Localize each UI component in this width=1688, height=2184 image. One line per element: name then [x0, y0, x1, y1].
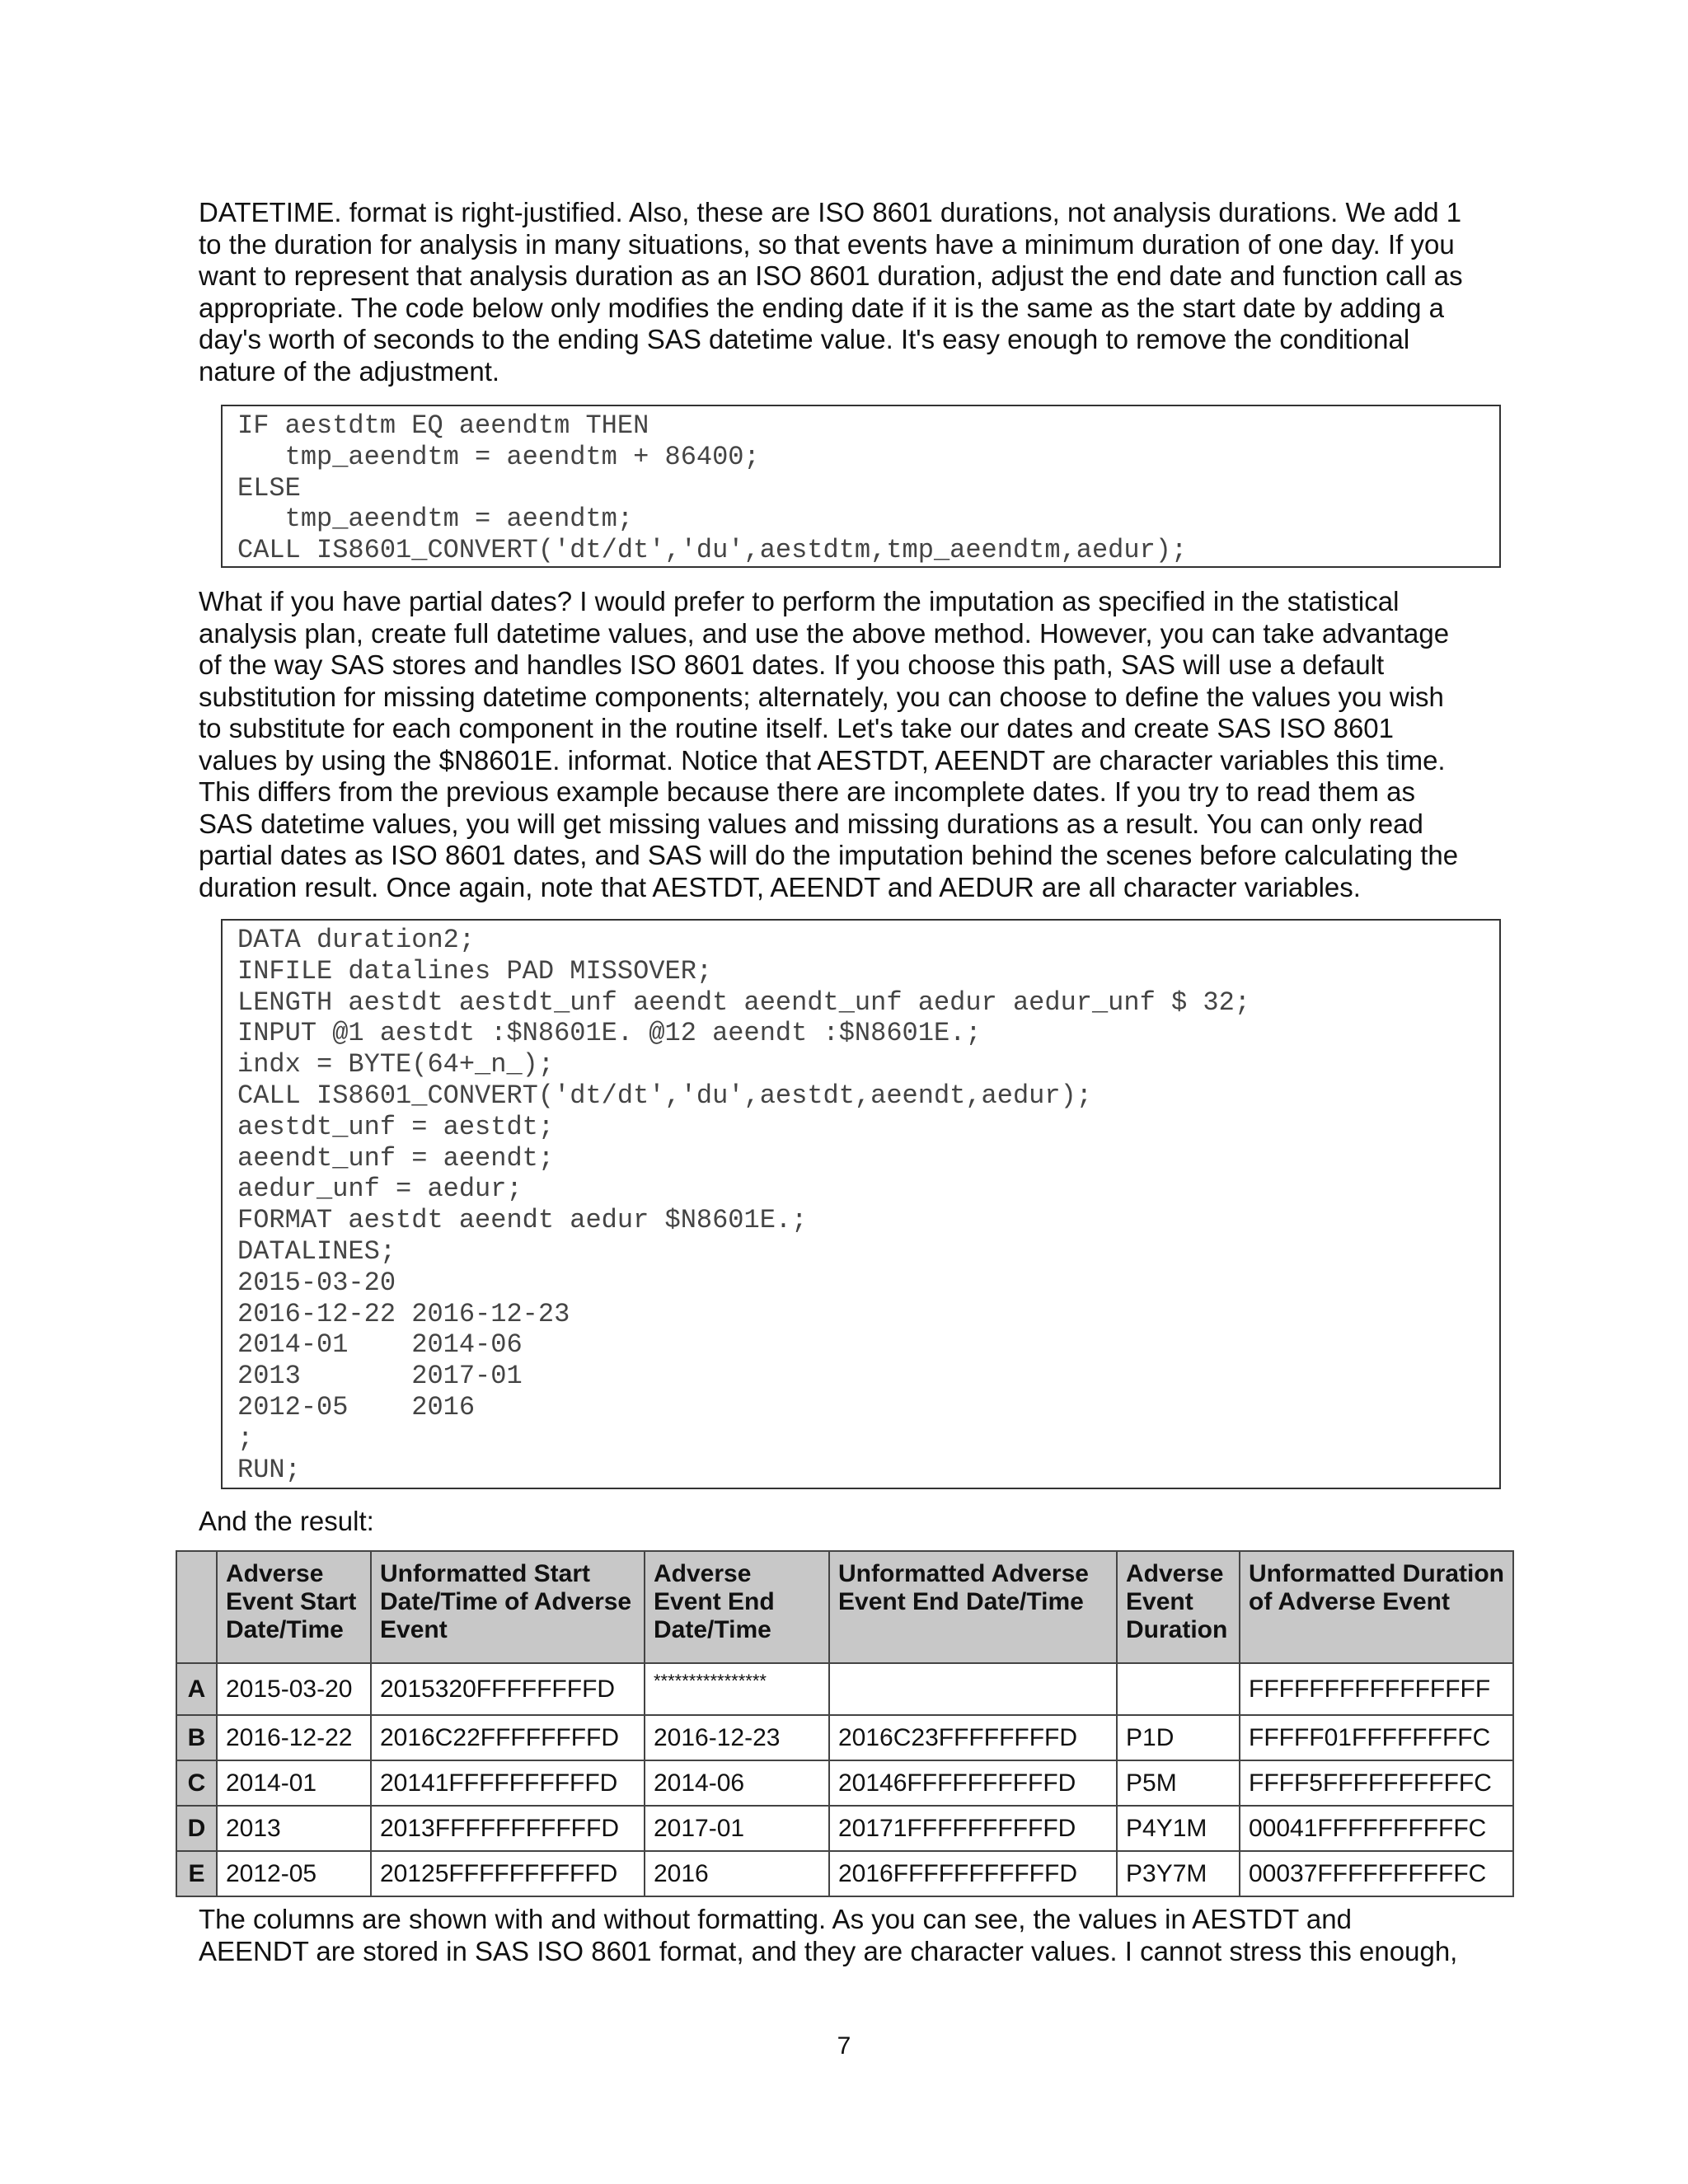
text-line: values by using the $N8601E. informat. Notice that AESTDT, AEENDT are character variables this time. — [199, 744, 1446, 776]
table-cell: 2016C23FFFFFFFFD — [829, 1715, 1117, 1760]
table-cell: P4Y1M — [1117, 1806, 1240, 1851]
table-cell: 20146FFFFFFFFFFD — [829, 1760, 1117, 1806]
code-line: tmp_aeendtm = aeendtm + 86400; — [237, 441, 760, 472]
code-block-duration2 — [221, 919, 1501, 1489]
text-line: And the result: — [199, 1506, 374, 1536]
text-line: duration result. Once again, note that AESTDT, AEENDT and AEDUR are all character variables. — [199, 871, 1361, 902]
table-row — [176, 1806, 1513, 1851]
row-label: D — [176, 1806, 217, 1851]
table-header-cell: Adverse Event Duration — [1117, 1551, 1240, 1663]
paragraph-columns-formatting — [199, 1904, 1493, 1967]
table-cell: 2014-01 — [217, 1760, 371, 1806]
table-cell: FFFFFFFFFFFFFFFF — [1240, 1663, 1513, 1715]
text-line: This differs from the previous example because there are incomplete dates. If you try to read them as — [199, 776, 1415, 807]
result-table — [176, 1550, 1514, 1897]
text-line: day's worth of seconds to the ending SAS datetime value. It's easy enough to remove the conditional — [199, 324, 1410, 354]
table-cell: 2015320FFFFFFFFD — [371, 1663, 645, 1715]
paragraph-partial-dates — [199, 586, 1493, 903]
code-line: FORMAT aestdt aeendt aedur $N8601E.; — [237, 1205, 808, 1236]
table-cell — [1117, 1663, 1240, 1715]
text-line: DATETIME. format is right-justified. Also, these are ISO 8601 durations, not analysis durations. We add 1 — [199, 197, 1462, 227]
table-header-cell: Adverse Event End Date/Time — [645, 1551, 829, 1663]
table-cell: **************** — [645, 1663, 829, 1715]
table-cell: 20141FFFFFFFFFFD — [371, 1760, 645, 1806]
table-cell: FFFF5FFFFFFFFFFC — [1240, 1760, 1513, 1806]
table-cell: 2016-12-22 — [217, 1715, 371, 1760]
text-line: nature of the adjustment. — [199, 355, 500, 387]
code-line: INPUT @1 aestdt :$N8601E. @12 aeendt :$N8601E.; — [237, 1018, 982, 1049]
table-header-cell: Adverse Event Start Date/Time — [217, 1551, 371, 1663]
table-row — [176, 1851, 1513, 1896]
table-cell: 2013 — [217, 1806, 371, 1851]
table-cell: 20171FFFFFFFFFFD — [829, 1806, 1117, 1851]
row-label: C — [176, 1760, 217, 1806]
code-line: CALL IS8601_CONVERT('dt/dt','du',aestdtm,tmp_aeendtm,aedur); — [237, 535, 1188, 566]
table-cell: P5M — [1117, 1760, 1240, 1806]
code-line: aeendt_unf = aeendt; — [237, 1142, 555, 1174]
table-cell — [829, 1663, 1117, 1715]
table-cell: 2016 — [645, 1851, 829, 1896]
code-line: aedur_unf = aedur; — [237, 1174, 523, 1205]
code-line: DATALINES; — [237, 1235, 396, 1267]
text-line: want to represent that analysis duration as an ISO 8601 duration, adjust the end date and function call as — [199, 260, 1463, 291]
table-cell: P3Y7M — [1117, 1851, 1240, 1896]
table-header-cell: Unformatted Start Date/Time of Adverse Event — [371, 1551, 645, 1663]
code-line: LENGTH aestdt aestdt_unf aeendt aeendt_unf aedur aedur_unf $ 32; — [237, 987, 1250, 1018]
page-number: 7 — [837, 2032, 851, 2060]
text-line: appropriate. The code below only modifies the ending date if it is the same as the start date by adding a — [199, 292, 1444, 323]
code-line: IF aestdtm EQ aeendtm THEN — [237, 410, 649, 441]
table-cell: 2013FFFFFFFFFFFD — [371, 1806, 645, 1851]
text-line: of the way SAS stores and handles ISO 8601 dates. If you choose this path, SAS will use a default — [199, 649, 1385, 680]
code-line: 2015-03-20 — [237, 1267, 396, 1298]
table-cell: 2012-05 — [217, 1851, 371, 1896]
table-cell: 2016C22FFFFFFFFD — [371, 1715, 645, 1760]
table-cell: P1D — [1117, 1715, 1240, 1760]
table-header-row — [176, 1551, 1513, 1663]
table-cell: 2016FFFFFFFFFFFD — [829, 1851, 1117, 1896]
code-line: aestdt_unf = aestdt; — [237, 1111, 555, 1142]
text-line: What if you have partial dates? I would prefer to perform the imputation as specified in the statistical — [199, 586, 1400, 616]
code-line: ; — [237, 1422, 254, 1454]
table-header-cell: Unformatted Duration of Adverse Event — [1240, 1551, 1513, 1663]
table-cell: 2014-06 — [645, 1760, 829, 1806]
text-line: AEENDT are stored in SAS ISO 8601 format, and they are character values. I cannot stress this enough, — [199, 1935, 1458, 1966]
table-header-cell — [176, 1551, 217, 1663]
code-line: ELSE — [237, 472, 301, 504]
code-line: tmp_aeendtm = aeendtm; — [237, 504, 634, 535]
table-cell: 2017-01 — [645, 1806, 829, 1851]
text-line: analysis plan, create full datetime values, and use the above method. However, you can take advantage — [199, 617, 1450, 649]
row-label: B — [176, 1715, 217, 1760]
code-line: 2013 2017-01 — [237, 1361, 523, 1392]
row-label: E — [176, 1851, 217, 1896]
code-line: 2016-12-22 2016-12-23 — [237, 1298, 570, 1329]
table-cell: FFFFF01FFFFFFFFC — [1240, 1715, 1513, 1760]
table-cell: 2016-12-23 — [645, 1715, 829, 1760]
code-line: CALL IS8601_CONVERT('dt/dt','du',aestdt,aeendt,aedur); — [237, 1080, 1092, 1111]
table-row — [176, 1715, 1513, 1760]
table-cell: 20125FFFFFFFFFFD — [371, 1851, 645, 1896]
table-cell: 00037FFFFFFFFFFC — [1240, 1851, 1513, 1896]
paragraph-datetime-format — [199, 197, 1493, 387]
table-header-cell: Unformatted Adverse Event End Date/Time — [829, 1551, 1117, 1663]
table-row — [176, 1663, 1513, 1715]
table-cell: 00041FFFFFFFFFFC — [1240, 1806, 1513, 1851]
paragraph-result-intro — [199, 1506, 1493, 1538]
row-label: A — [176, 1663, 217, 1715]
code-line: 2014-01 2014-06 — [237, 1329, 523, 1361]
code-line: indx = BYTE(64+_n_); — [237, 1049, 555, 1080]
text-line: substitution for missing datetime components; alternately, you can choose to define the values you wish — [199, 681, 1444, 712]
text-line: to the duration for analysis in many situations, so that events have a minimum duration of one day. If you — [199, 228, 1455, 260]
text-line: SAS datetime values, you will get missing values and missing durations as a result. You can only read — [199, 808, 1423, 839]
code-line: 2012-05 2016 — [237, 1391, 476, 1422]
table-row — [176, 1760, 1513, 1806]
table-cell: 2015-03-20 — [217, 1663, 371, 1715]
code-line: DATA duration2; — [237, 925, 476, 955]
code-line: INFILE datalines PAD MISSOVER; — [237, 955, 713, 987]
text-line: partial dates as ISO 8601 dates, and SAS will do the imputation behind the scenes before calculating the — [199, 840, 1459, 870]
code-block-adjust-end-date — [221, 405, 1501, 568]
code-line: RUN; — [237, 1454, 301, 1485]
text-line: to substitute for each component in the routine itself. Let's take our dates and create SAS ISO 8601 — [199, 713, 1395, 743]
text-line: The columns are shown with and without formatting. As you can see, the values in AESTDT and — [199, 1904, 1352, 1934]
